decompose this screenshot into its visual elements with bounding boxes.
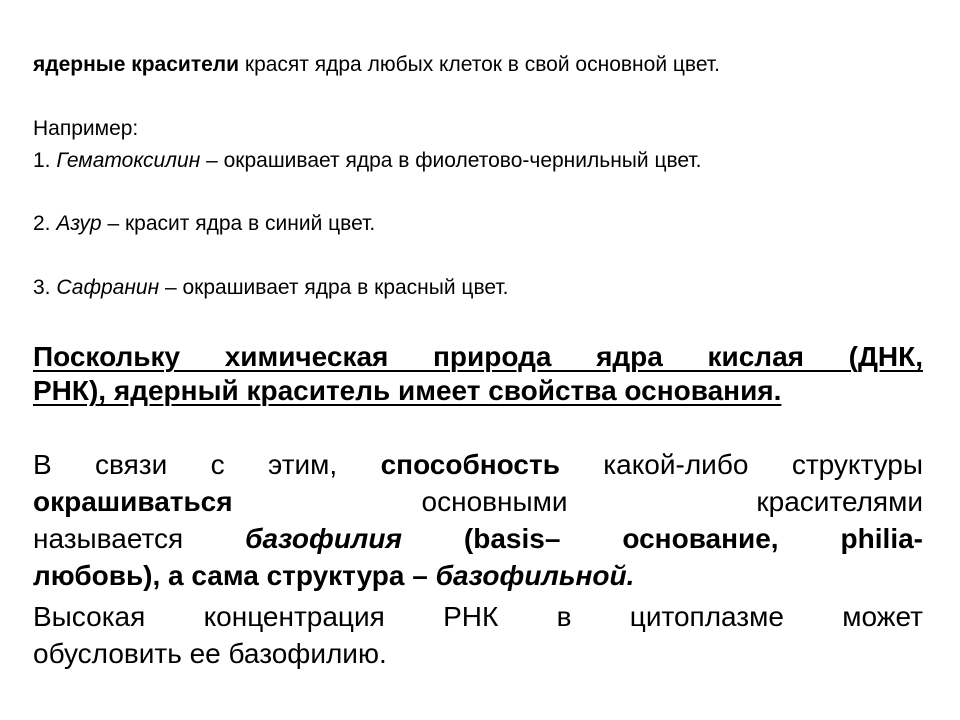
definition-bold: (basis– основание, philia-	[401, 523, 923, 554]
basophilic-term: базофильной.	[435, 560, 635, 591]
example-item-3	[33, 275, 509, 301]
conclusion-line-2: обусловить ее базофилию.	[33, 638, 387, 669]
examples-heading: Например:	[33, 117, 139, 140]
principle-line-1	[33, 340, 923, 374]
principle-line-2	[33, 374, 923, 408]
example-item-2	[33, 211, 375, 237]
intro-line	[33, 52, 720, 78]
definition-text: какой-либо структуры	[559, 449, 923, 480]
example-num: 1.	[33, 149, 57, 172]
intro-term: ядерные красители	[33, 53, 240, 76]
definition-line-4	[33, 559, 923, 593]
principle-text-2: РНК), ядерный краситель имеет свойства основания.	[33, 375, 782, 406]
definition-line-2	[33, 485, 923, 519]
example-name: Гематоксилин	[56, 149, 201, 172]
principle-text-1: Поскольку химическая природа ядра кислая (ДНК,	[33, 341, 923, 372]
example-num: 2.	[33, 212, 57, 235]
example-item-1	[33, 148, 702, 174]
example-name: Сафранин	[56, 276, 160, 299]
definition-line-1	[33, 448, 923, 482]
definition-bold: способность	[380, 449, 560, 480]
example-name: Азур	[56, 212, 102, 235]
definition-bold: любовь), а сама структура –	[33, 560, 436, 591]
basophilia-term: базофилия	[245, 523, 402, 554]
definition-text: В связи с этим,	[33, 449, 381, 480]
definition-text: основными красителями	[232, 486, 923, 517]
definition-line-3	[33, 522, 923, 556]
example-desc: – красит ядра в синий цвет.	[101, 212, 376, 235]
example-desc: – окрашивает ядра в фиолетово-чернильный цвет.	[200, 149, 702, 172]
example-desc: – окрашивает ядра в красный цвет.	[159, 276, 509, 299]
definition-bold: окрашиваться	[33, 486, 233, 517]
intro-rest: красят ядра любых клеток в свой основной цвет.	[239, 53, 720, 76]
example-num: 3.	[33, 276, 57, 299]
conclusion-line-1: Высокая концентрация РНК в цитоплазме может	[33, 601, 923, 632]
definition-text: называется	[33, 523, 246, 554]
